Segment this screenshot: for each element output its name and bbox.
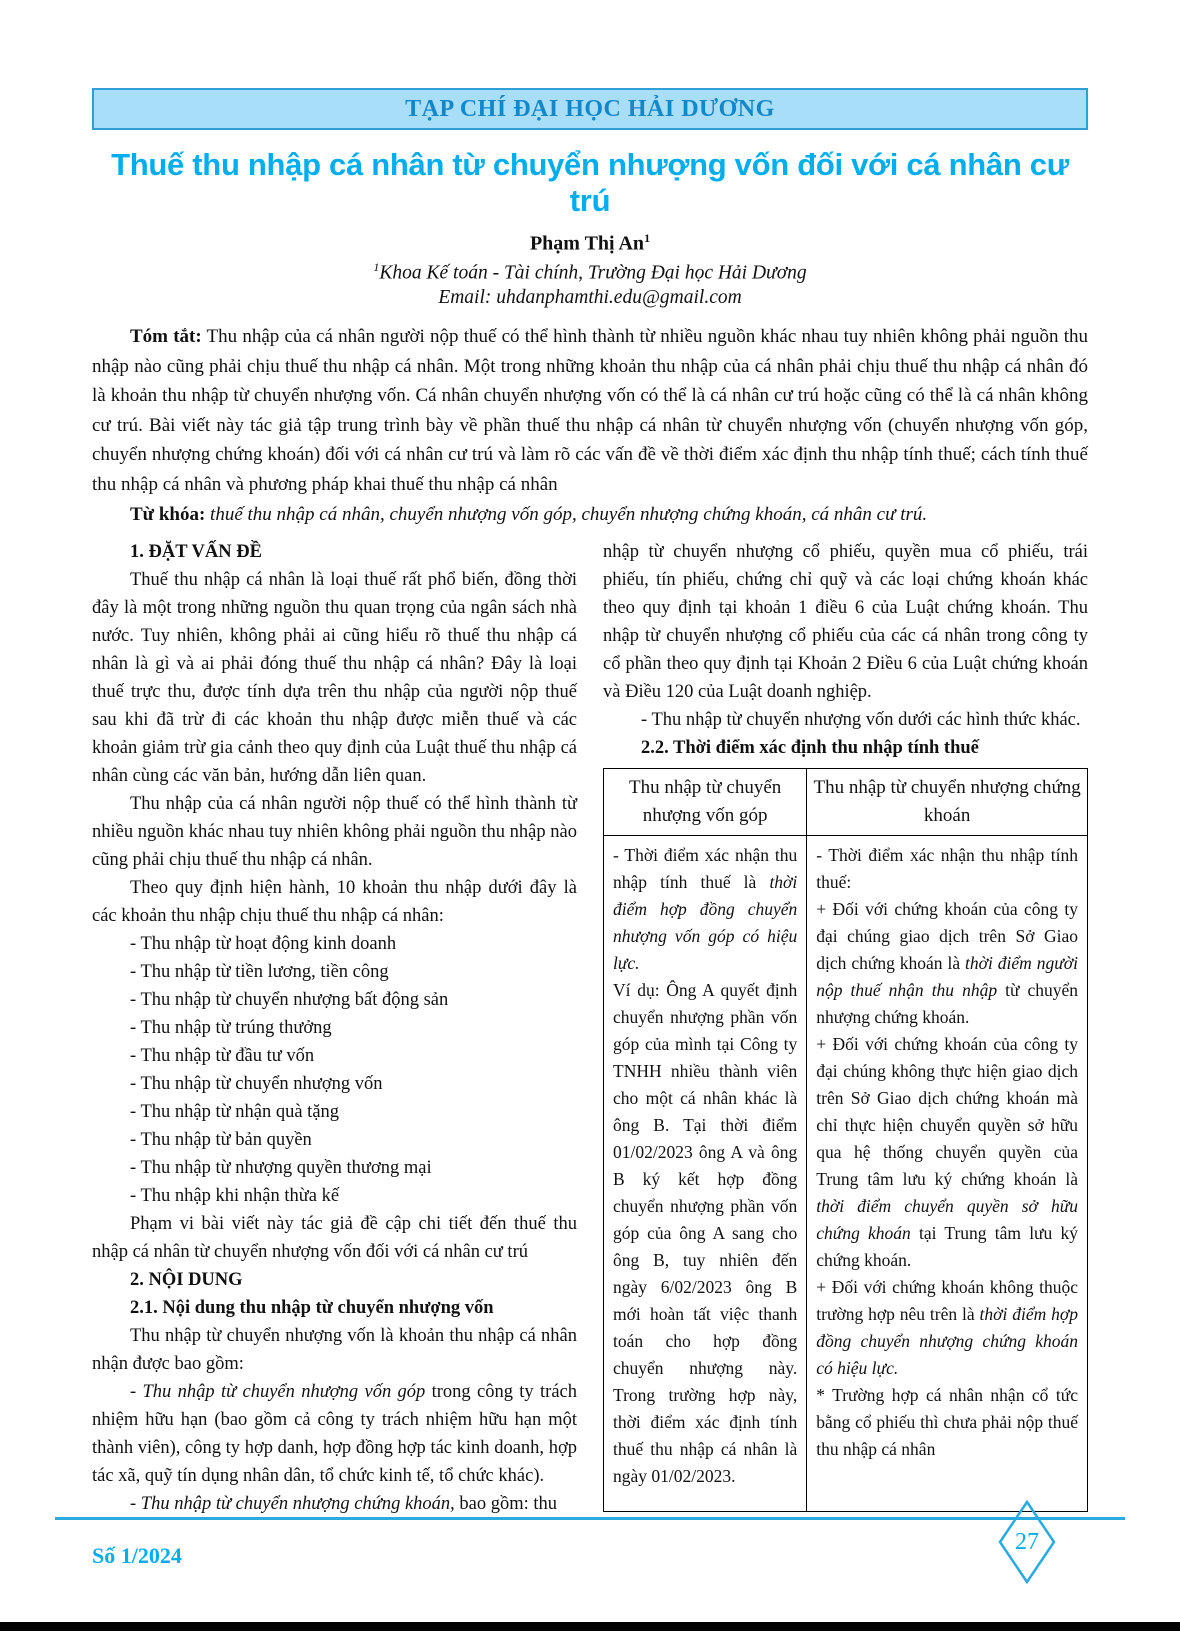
two-column-body xyxy=(92,538,1088,1518)
bottom-scan-bar xyxy=(0,1622,1180,1631)
table-cell-von-gop xyxy=(604,836,807,1512)
abstract-paragraph xyxy=(92,322,1088,499)
cell-paragraph: Ví dụ: Ông A quyết định chuyển nhượng phần vốn góp của mình tại Công ty TNHH nhiều thành viên cho một cá nhân khác là ông B. Tại thời điểm 01/02/2023 ông A và ông B ký kết hợp đồng chuyển nhượng phần vốn góp của ông A sang cho ông B, tuy nhiên đến ngày 6/02/2023 ông B mới hoàn tất việc thanh toán cho hợp đồng chuyển nhượng này. Trong trường hợp này, thời điểm xác định tính thuế thu nhập cá nhân là ngày 01/02/2023. xyxy=(613,980,798,1487)
page-number-badge xyxy=(998,1500,1056,1584)
section-2-2-heading: 2.2. Thời điểm xác định thu nhập tính thuế xyxy=(641,738,979,759)
author-name: Phạm Thị An xyxy=(529,232,645,255)
cell-text: - Thời điểm xác nhận thu nhập tính thuế là xyxy=(613,845,798,893)
paragraph: Thu nhập của cá nhân người nộp thuế có thể hình thành từ nhiều nguồn khác nhau tuy nhiên không phải nguồn thu nhập nào cũng phải chịu thuế thu nhập cá nhân. xyxy=(92,794,577,871)
table-cell-chung-khoan xyxy=(807,836,1088,1512)
abstract-text: Thu nhập của cá nhân người nộp thuế có thể hình thành từ nhiều nguồn khác nhau tuy nhiên không phải nguồn thu nhập nào cũng phải chịu thuế thu nhập cá nhân. Một trong những khoản thu nhập của cá nhân phải chịu thuế thu nhập cá nhân đó là khoản thu nhập từ chuyển nhượng vốn. Cá nhân chuyển nhượng vốn có thể là cá nhân cư trú hoặc cũng có thể là cá nhân không cư trú. Bài viết này tác giả tập trung trình bày về phần thuế thu nhập cá nhân từ chuyển nhượng vốn (chuyển nhượng vốn góp, chuyển nhượng chứng khoán) đối với cá nhân cư trú và làm rõ các vấn đề về thời điểm xác định thu nhập tính thuế; cách tính thuế thu nhập cá nhân và phương pháp khai thuế thu nhập cá nhân xyxy=(92,326,1089,495)
paragraph-continuation: nhập từ chuyển nhượng cổ phiếu, quyền mua cổ phiếu, trái phiếu, tín phiếu, chứng chỉ quỹ và các loại chứng khoán khác theo quy định tại khoản 1 điều 6 của Luật chứng khoán. Thu nhập từ chuyển nhượng cổ phiếu của các cá nhân trong công ty cổ phần theo quy định tại Khoản 2 Điều 6 của Luật chứng khoán và Điều 120 của Luật doanh nghiệp. xyxy=(603,542,1088,703)
journal-name: TẠP CHÍ ĐẠI HỌC HẢI DƯƠNG xyxy=(405,95,775,122)
issue-number: Số 1/2024 xyxy=(92,1543,182,1568)
paragraph: Thuế thu nhập cá nhân là loại thuế rất phổ biến, đồng thời đây là một trong những nguồn thu quan trọng của ngân sách nhà nước. Tuy nhiên, không phải ai cũng hiểu rõ thuế thu nhập cá nhân là gì và ai phải đóng thuế thu nhập cá nhân? Đây là loại thuế trực thu, được tính dựa trên thu nhập của người nộp thuế sau khi đã trừ đi các khoản thu nhập được miễn thuế và các khoản giảm trừ gia cảnh theo quy định của Luật thuế thu nhập cá nhân cùng các văn bản, hướng dẫn liên quan. xyxy=(92,570,577,787)
paragraph: Phạm vi bài viết này tác giả đề cập chi tiết đến thuế thu nhập cá nhân từ chuyển nhượng vốn đối với cá nhân cư trú xyxy=(92,1214,577,1263)
section-2-heading: 2. NỘI DUNG xyxy=(130,1270,243,1291)
cell-text: + Đối với chứng khoán không thuộc trường hợp nêu trên là xyxy=(816,1277,1078,1325)
list-item: - Thu nhập từ chuyển nhượng vốn dưới các hình thức khác. xyxy=(641,710,1081,731)
tax-timing-table xyxy=(603,768,1088,1512)
list-item: - Thu nhập từ tiền lương, tiền công xyxy=(130,962,389,983)
table-header-von-gop: Thu nhập từ chuyển nhượng vốn góp xyxy=(604,769,807,836)
cell-paragraph xyxy=(613,842,797,977)
affiliation-text: Khoa Kế toán - Tài chính, Trường Đại học Hải Dương xyxy=(379,262,807,284)
cell-paragraph xyxy=(816,1274,1078,1382)
keywords-line xyxy=(92,500,1088,529)
list-item: - Thu nhập từ hoạt động kinh doanh xyxy=(130,934,397,955)
list-item: - Thu nhập từ nhận quà tặng xyxy=(130,1102,340,1123)
cell-italic: thời điểm người nộp thuế nhận thu nhập xyxy=(816,953,1078,1001)
paragraph xyxy=(92,1378,577,1490)
italic-lead: - Thu nhập từ chuyển nhượng vốn góp xyxy=(130,1382,426,1403)
cell-paragraph: - Thời điểm xác nhận thu nhập tính thuế: xyxy=(816,845,1078,893)
paragraph-text: , bao gồm: thu xyxy=(450,1494,558,1515)
cell-italic: thời điểm hợp đồng chuyển nhượng chứng khoán có hiệu lực. xyxy=(816,1304,1078,1379)
article-title: Thuế thu nhập cá nhân từ chuyển nhượng vốn đối với cá nhân cư trú xyxy=(111,147,1069,218)
cell-paragraph: * Trường hợp cá nhân nhận cổ tức bằng cổ phiếu thì chưa phải nộp thuế thu nhập cá nhân xyxy=(816,1385,1078,1460)
list-item: - Thu nhập từ đầu tư vốn xyxy=(130,1046,315,1067)
cell-paragraph xyxy=(816,896,1078,1031)
paragraph: Thu nhập từ chuyển nhượng vốn là khoản thu nhập cá nhân nhận được bao gồm: xyxy=(92,1326,577,1375)
author-line xyxy=(92,231,1088,256)
cell-text: + Đối với chứng khoán của công ty đại chúng không thực hiện giao dịch trên Sở Giao dịch chứng khoán mà chỉ thực hiện chuyển quyền sở hữu qua hệ thống chuyển quyền của Trung tâm lưu ký chứng khoán là xyxy=(816,1034,1078,1190)
footer-divider xyxy=(55,1517,1125,1520)
list-item: - Thu nhập từ nhượng quyền thương mại xyxy=(130,1158,432,1179)
list-item: - Thu nhập từ chuyển nhượng vốn xyxy=(130,1074,383,1095)
paragraph: Theo quy định hiện hành, 10 khoản thu nhập dưới đây là các khoản thu nhập chịu thuế thu nhập cá nhân: xyxy=(92,878,577,927)
table-header-chung-khoan: Thu nhập từ chuyển nhượng chứng khoán xyxy=(807,769,1088,836)
cell-paragraph xyxy=(816,1031,1078,1274)
left-column xyxy=(92,538,577,1518)
affiliation-mark: 1 xyxy=(373,259,380,274)
list-item: - Thu nhập từ bản quyền xyxy=(130,1130,312,1151)
paragraph xyxy=(92,1490,577,1518)
journal-banner xyxy=(92,88,1088,130)
affiliation-line xyxy=(92,260,1088,285)
keywords-text: thuế thu nhập cá nhân, chuyển nhượng vốn góp, chuyển nhượng chứng khoán, cá nhân cư trú. xyxy=(205,504,928,526)
list-item: - Thu nhập từ trúng thưởng xyxy=(130,1018,332,1039)
keywords-label: Từ khóa: xyxy=(130,504,206,526)
right-column xyxy=(603,538,1088,1512)
list-item: - Thu nhập từ chuyển nhượng bất động sản xyxy=(130,990,449,1011)
section-1-heading: 1. ĐẶT VẤN ĐỀ xyxy=(130,542,262,563)
section-2-1-heading: 2.1. Nội dung thu nhập từ chuyển nhượng vốn xyxy=(130,1298,494,1319)
list-item: - Thu nhập khi nhận thừa kế xyxy=(130,1186,340,1207)
cell-text: từ chuyển nhượng chứng khoán. xyxy=(816,980,1078,1028)
paragraph-text: trong công ty trách nhiệm hữu hạn (bao gồm cả công ty trách nhiệm hữu hạn một thành viên), công ty hợp danh, hợp đồng hợp tác kinh doanh, hợp tác xã, quỹ tín dụng nhân dân, tổ chức kinh tế, tổ chức khác). xyxy=(92,1382,577,1487)
cell-italic: thời điểm chuyển quyền sở hữu chứng khoán xyxy=(816,1196,1078,1244)
abstract-label: Tóm tắt: xyxy=(130,326,202,348)
cell-text: tại Trung tâm lưu ký chứng khoán. xyxy=(816,1223,1078,1271)
cell-italic: thời điểm hợp đồng chuyển nhượng vốn góp có hiệu lực. xyxy=(613,872,798,974)
author-affiliation-mark: 1 xyxy=(644,231,651,246)
italic-lead: - Thu nhập từ chuyển nhượng chứng khoán xyxy=(130,1494,451,1515)
cell-text: + Đối với chứng khoán của công ty đại chúng giao dịch trên Sở Giao dịch chứng khoán là xyxy=(816,899,1078,974)
table-header-row xyxy=(604,769,1088,836)
page-number: 27 xyxy=(1015,1528,1039,1555)
table-body-row xyxy=(604,836,1088,1512)
email-line: Email: uhdanphamthi.edu@gmail.com xyxy=(438,287,742,309)
